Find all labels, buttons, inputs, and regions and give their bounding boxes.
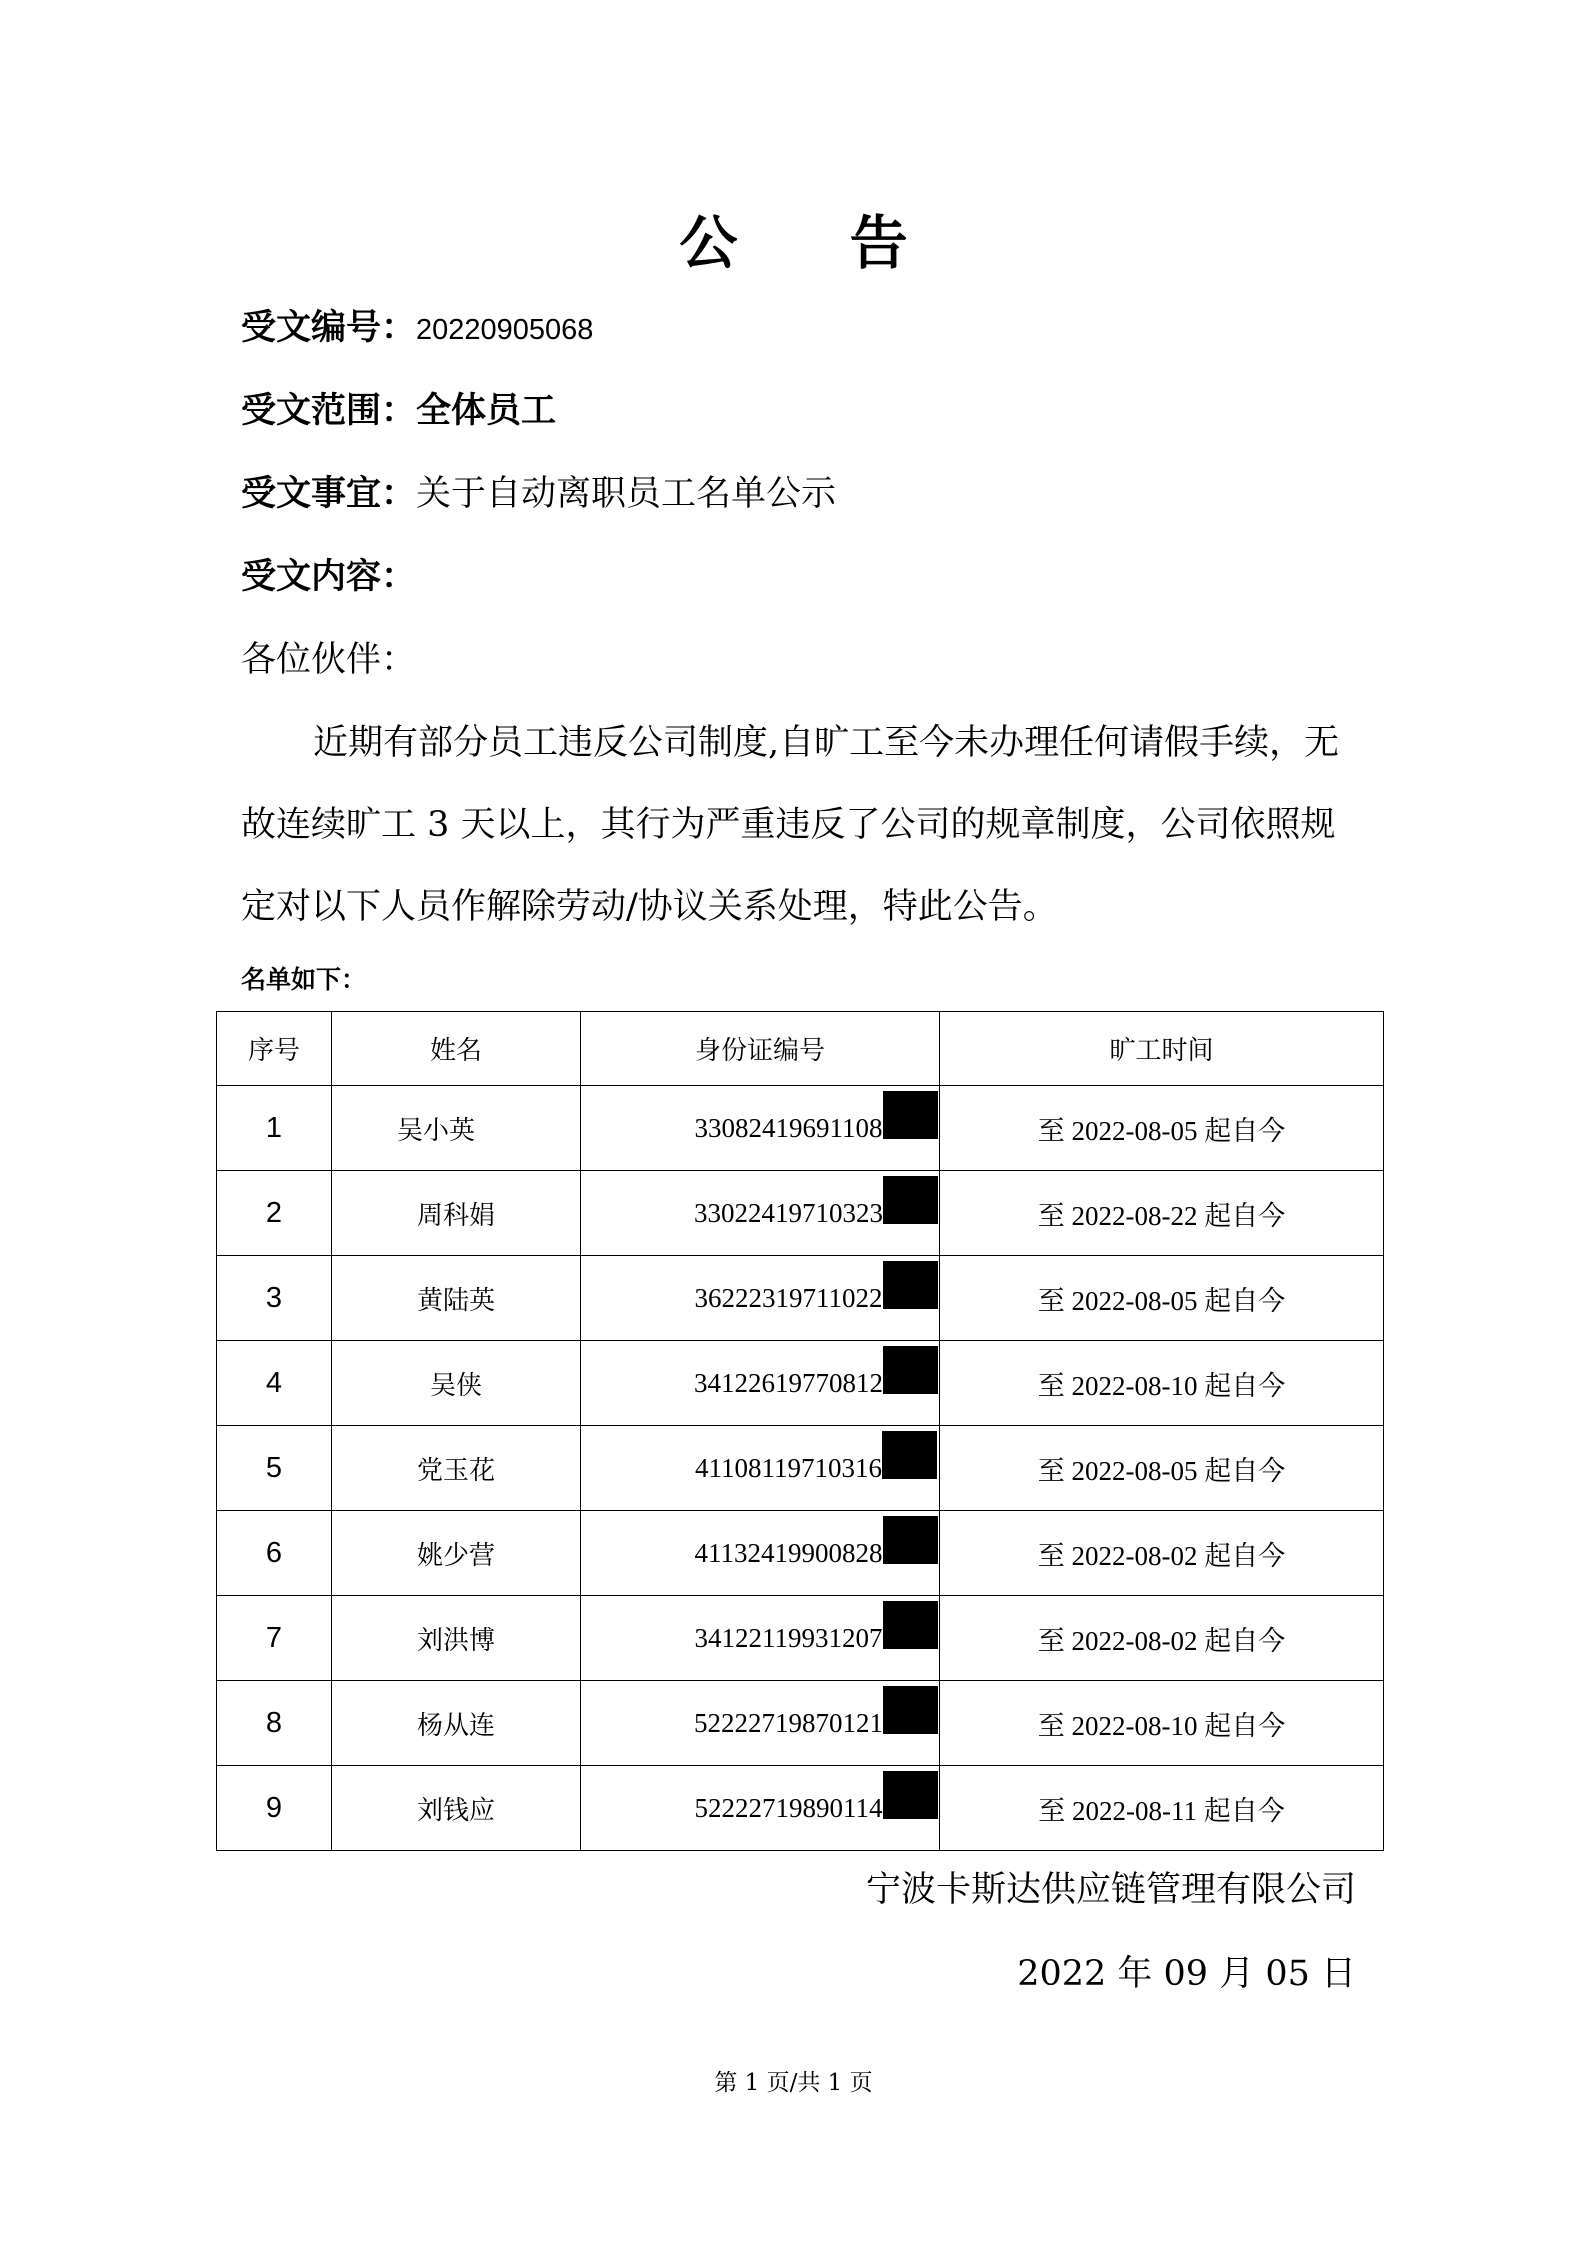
absence-cell: [940, 1086, 1384, 1171]
column-header-absence: 旷工时间: [940, 1012, 1384, 1086]
redaction-block: [883, 1176, 938, 1224]
column-header-name: 姓名: [332, 1012, 581, 1086]
id-cell: [581, 1341, 940, 1426]
seq-cell: 3: [217, 1256, 332, 1341]
number-value: 20220905068: [416, 314, 594, 346]
id-text: 34122119931207: [694, 1622, 883, 1653]
id-text: 36222319711022: [694, 1282, 883, 1313]
id-cell: [581, 1511, 940, 1596]
id-text: 34122619770812: [694, 1367, 883, 1398]
column-header-id: 身份证编号: [581, 1012, 940, 1086]
name-cell: [332, 1341, 581, 1426]
list-title: 名单如下：: [241, 965, 367, 994]
scope-label: 受文范围：: [241, 391, 417, 431]
seq-cell: 5: [217, 1426, 332, 1511]
seq-cell: 4: [217, 1341, 332, 1426]
absence-cell: [940, 1171, 1384, 1256]
number-label: 受文编号：: [241, 308, 417, 348]
absence-text: 至 2022-08-10 起自今: [1037, 1710, 1286, 1741]
name-cell: [332, 1511, 581, 1596]
page-footer: 第 1 页/共 1 页: [714, 2070, 873, 2096]
id-cell: [581, 1426, 940, 1511]
absence-text: 至 2022-08-02 起自今: [1037, 1625, 1286, 1656]
absence-cell: [940, 1681, 1384, 1766]
redaction-block: [883, 1601, 938, 1649]
redaction-block: [883, 1346, 938, 1394]
absence-cell: [940, 1426, 1384, 1511]
redaction-block: [882, 1431, 937, 1479]
id-cell: [581, 1766, 940, 1851]
id-text: 41108119710316: [695, 1452, 882, 1483]
name-text: 姚少营: [416, 1540, 495, 1571]
name-text: 刘洪博: [416, 1625, 495, 1656]
absence-text: 至 2022-08-05 起自今: [1037, 1285, 1286, 1316]
redaction-block: [883, 1516, 938, 1564]
name-text: 吴小英: [396, 1115, 475, 1146]
absence-cell: [940, 1596, 1384, 1681]
matter-field: [241, 466, 836, 516]
redaction-block: [883, 1091, 938, 1139]
column-header-seq: 序号: [217, 1012, 332, 1086]
id-text: 33082419691108: [694, 1112, 883, 1143]
greeting: 各位伙伴：: [241, 640, 417, 680]
id-cell: [581, 1596, 940, 1681]
absence-cell: [940, 1766, 1384, 1851]
content-label: 受文内容：: [241, 557, 417, 597]
absence-text: 至 2022-08-22 起自今: [1037, 1200, 1286, 1231]
absence-text: 至 2022-08-05 起自今: [1037, 1115, 1286, 1146]
name-cell: [332, 1086, 581, 1171]
seq-cell: 9: [217, 1766, 332, 1851]
scope-field: [241, 383, 556, 433]
notice-paragraph: [241, 702, 1356, 948]
name-cell: [332, 1766, 581, 1851]
seq-cell: 8: [217, 1681, 332, 1766]
table-row: [217, 1681, 1384, 1766]
name-text: 刘钱应: [416, 1795, 495, 1826]
name-cell: [332, 1681, 581, 1766]
seq-cell: 7: [217, 1596, 332, 1681]
table-row: [217, 1596, 1384, 1681]
scope-value: 全体员工: [416, 391, 557, 431]
table-row: [217, 1256, 1384, 1341]
id-cell: [581, 1681, 940, 1766]
id-text: 52222719890114: [694, 1792, 883, 1823]
notice-paragraph-text: 近期有部分员工违反公司制度,自旷工至今未办理任何请假手续，无故连续旷工 3 天以上，其行为严重违反了公司的规章制度，公司依照规定对以下人员作解除劳动/协议关系处理，特此公告。: [241, 723, 1340, 927]
table-row: [217, 1426, 1384, 1511]
document-title: 公 告: [679, 209, 954, 277]
matter-value: 关于自动离职员工名单公示: [416, 474, 837, 514]
name-text: 吴侠: [429, 1370, 482, 1401]
absence-cell: [940, 1511, 1384, 1596]
table-row: [217, 1086, 1384, 1171]
seq-cell: 1: [217, 1086, 332, 1171]
name-text: 杨从连: [416, 1710, 495, 1741]
seq-cell: 6: [217, 1511, 332, 1596]
table-row: [217, 1766, 1384, 1851]
absence-text: 至 2022-08-05 起自今: [1037, 1455, 1286, 1486]
absence-cell: [940, 1256, 1384, 1341]
id-cell: [581, 1256, 940, 1341]
redaction-block: [883, 1686, 938, 1734]
id-cell: [581, 1171, 940, 1256]
absence-text: 至 2022-08-11 起自今: [1038, 1795, 1285, 1826]
employee-table: [216, 1011, 1384, 1851]
name-cell: [332, 1256, 581, 1341]
absence-text: 至 2022-08-02 起自今: [1037, 1540, 1286, 1571]
redaction-block: [883, 1261, 938, 1309]
number-field: [241, 300, 593, 350]
name-text: 黄陆英: [416, 1285, 495, 1316]
name-cell: [332, 1171, 581, 1256]
name-text: 周科娟: [416, 1200, 495, 1231]
absence-text: 至 2022-08-10 起自今: [1037, 1370, 1286, 1401]
name-cell: [332, 1426, 581, 1511]
company-name: 宁波卡斯达供应链管理有限公司: [865, 1870, 1356, 1910]
id-text: 52222719870121: [694, 1707, 883, 1738]
table-header-row: [217, 1012, 1384, 1086]
table-row: [217, 1511, 1384, 1596]
redaction-block: [883, 1771, 938, 1819]
seq-cell: 2: [217, 1171, 332, 1256]
id-cell: [581, 1086, 940, 1171]
id-text: 33022419710323: [694, 1197, 883, 1228]
table-row: [217, 1171, 1384, 1256]
absence-cell: [940, 1341, 1384, 1426]
name-text: 党玉花: [416, 1455, 495, 1486]
matter-label: 受文事宜：: [241, 474, 417, 514]
table-row: [217, 1341, 1384, 1426]
id-text: 41132419900828: [694, 1537, 883, 1568]
name-cell: [332, 1596, 581, 1681]
signature-date: 2022 年 09 月 05 日: [1017, 1954, 1356, 1994]
content-field: [241, 549, 416, 599]
